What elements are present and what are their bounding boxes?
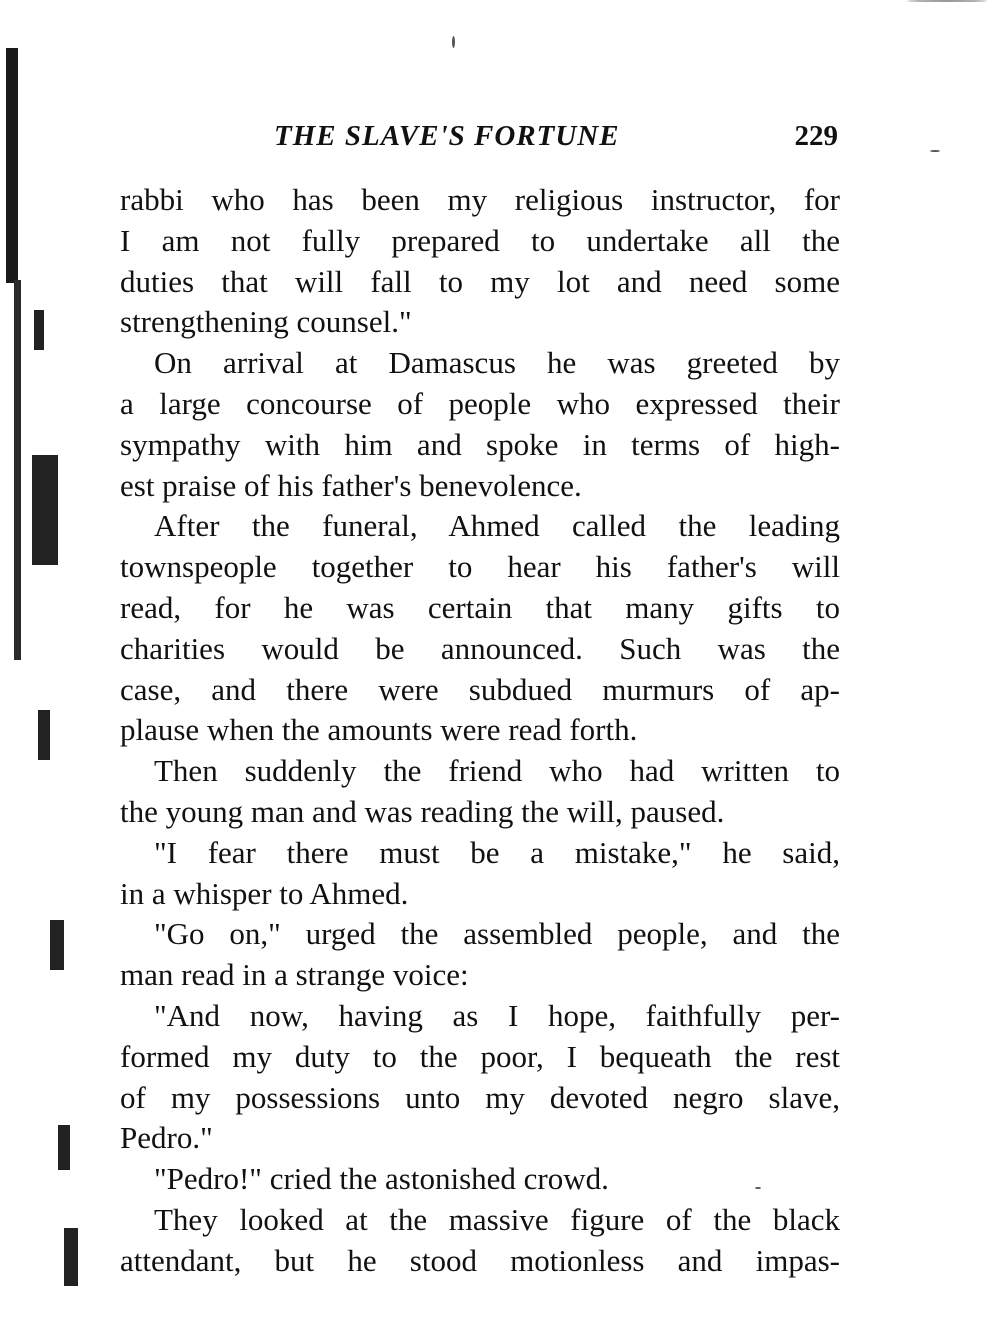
scan-blot <box>64 1228 78 1286</box>
scan-speck <box>930 150 940 152</box>
scan-edge-shadow <box>6 48 18 283</box>
running-head-title: THE SLAVE'S FORTUNE <box>274 120 620 152</box>
text-line: After the funeral, Ahmed called the leading <box>154 508 840 544</box>
body-text <box>120 180 840 1282</box>
text-line: man read in a strange voice: <box>120 957 469 993</box>
text-line: the young man and was reading the will, paused. <box>120 793 725 829</box>
text-line: charities would be announced. Such was the <box>120 630 840 666</box>
text-line: Then suddenly the friend who had written to <box>154 753 840 789</box>
text-line: est praise of his father's benevolence. <box>120 467 582 503</box>
text-line: "I fear there must be a mistake," he said, <box>154 834 840 870</box>
scan-speck <box>907 0 987 2</box>
text-line: I am not fully prepared to undertake all the <box>120 222 840 258</box>
scan-speck <box>452 36 455 48</box>
text-line: "And now, having as I hope, faithfully per- <box>154 997 840 1033</box>
text-line: townspeople together to hear his father's will <box>120 549 840 585</box>
scan-blot <box>34 310 44 350</box>
running-head <box>120 120 840 156</box>
text-line: On arrival at Damascus he was greeted by <box>154 345 840 381</box>
text-line: strengthening counsel." <box>120 304 412 340</box>
text-line: plause when the amounts were read forth. <box>120 712 638 748</box>
text-line: formed my duty to the poor, I bequeath the rest <box>120 1038 840 1074</box>
text-line: duties that will fall to my lot and need some <box>120 263 840 299</box>
text-line: sympathy with him and spoke in terms of high- <box>120 426 840 462</box>
text-line: They looked at the massive figure of the black <box>154 1201 840 1237</box>
scan-edge-shadow-lower <box>14 280 21 660</box>
text-line: "Go on," urged the assembled people, and the <box>154 916 840 952</box>
text-line: of my possessions unto my devoted negro slave, <box>120 1079 840 1115</box>
text-line: attendant, but he stood motionless and impas- <box>120 1242 840 1278</box>
text-line: read, for he was certain that many gifts to <box>120 589 840 625</box>
text-line: case, and there were subdued murmurs of ap- <box>120 671 840 707</box>
scan-blot <box>50 920 64 970</box>
text-line: a large concourse of people who expressed their <box>120 385 840 421</box>
scan-blot <box>38 710 50 760</box>
scan-blot <box>58 1125 70 1170</box>
text-line: in a whisper to Ahmed. <box>120 875 409 911</box>
text-line: rabbi who has been my religious instructor, for <box>120 182 840 217</box>
text-line: "Pedro!" cried the astonished crowd. <box>154 1161 609 1197</box>
page-number: 229 <box>794 120 838 152</box>
text-line: Pedro." <box>120 1120 213 1156</box>
scan-blot <box>32 455 58 565</box>
